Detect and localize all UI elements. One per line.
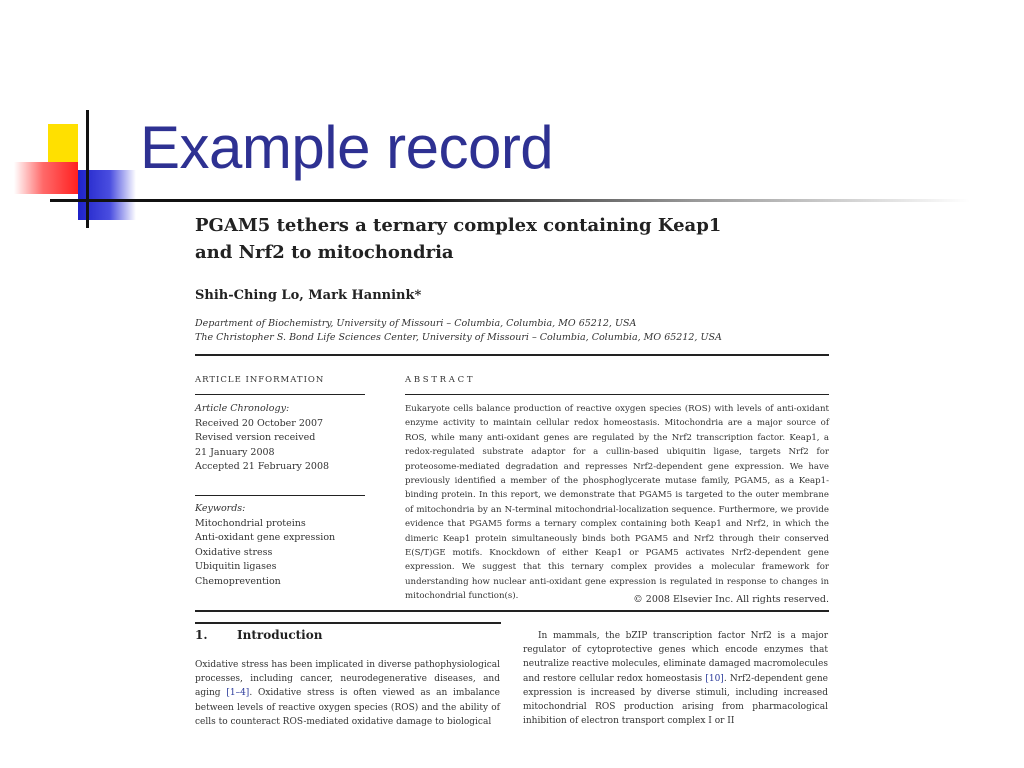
article-info-heading: ARTICLE INFORMATION <box>195 375 325 385</box>
intro-left-text-cont: . Oxidative stress is often viewed as an imbalance between levels of reactive oxygen species (ROS) and the ability of cells to counteract ROS-mediated oxidative damage to biological <box>195 688 500 727</box>
chronology-item: Received 20 October 2007 <box>195 417 324 429</box>
slide-title: Example record <box>140 114 554 181</box>
affiliation-1: Department of Biochemistry, University of Missouri – Columbia, Columbia, MO 65212, USA <box>195 318 637 329</box>
section-rule <box>195 622 501 624</box>
chronology-item: 21 January 2008 <box>195 446 275 458</box>
intro-right-text-cont: . Nrf2-dependent gene expression is increased by diverse stimuli, including increased mitochondrial ROS production arising from pharmacological inhibition of electron transport complex I or II <box>523 673 828 727</box>
affiliation-2: The Christopher S. Bond Life Sciences Center, University of Missouri – Columbia, Columbia, MO 65212, USA <box>195 332 722 343</box>
section-heading <box>195 628 322 642</box>
chronology-heading: Article Chronology: <box>195 403 290 414</box>
abstract-rule <box>405 394 829 395</box>
intro-left-column <box>195 658 500 729</box>
article-info-rule <box>195 394 365 395</box>
keywords-rule <box>195 495 365 496</box>
header-rule <box>195 354 829 356</box>
paper-authors: Shih-Ching Lo, Mark Hannink* <box>195 288 422 303</box>
keyword-item: Ubiquitin ligases <box>195 561 277 572</box>
section-number: 1. <box>195 628 208 642</box>
decor-red-square <box>14 162 78 194</box>
intro-right-column <box>523 629 828 728</box>
decor-vertical-line <box>86 110 89 228</box>
citation-link[interactable]: [1–4] <box>226 688 250 699</box>
chronology-block <box>195 402 329 475</box>
paper-title-line-1: PGAM5 tethers a ternary complex containing Keap1 <box>195 215 722 236</box>
article-excerpt <box>195 210 831 740</box>
keywords-heading: Keywords: <box>195 503 246 514</box>
keyword-item: Oxidative stress <box>195 546 273 558</box>
paper-title-line-2: and Nrf2 to mitochondria <box>195 242 454 263</box>
copyright-notice: © 2008 Elsevier Inc. All rights reserved. <box>633 594 829 605</box>
abstract-bottom-rule <box>195 610 829 612</box>
keywords-block <box>195 502 335 589</box>
abstract-heading: A B S T R A C T <box>405 375 473 385</box>
chronology-item: Accepted 21 February 2008 <box>195 461 330 472</box>
intro-left-text: Oxidative stress has been implicated in diverse pathophysiological processes, including cancer, neurodegenerative diseases, and aging <box>195 660 500 699</box>
keyword-item: Chemoprevention <box>195 575 281 587</box>
keyword-item: Anti-oxidant gene expression <box>195 532 336 543</box>
keyword-item: Mitochondrial proteins <box>195 517 306 529</box>
paper-title <box>195 212 721 266</box>
intro-right-text: In mammals, the bZIP transcription factor Nrf2 is a major regulator of cytoprotective genes which encode enzymes that neutralize reactive molecules, eliminate damaged macromolecules and restore cellular redox homeostasis <box>523 631 828 684</box>
chronology-item: Revised version received <box>195 432 316 443</box>
citation-link[interactable]: [10] <box>705 673 724 684</box>
decor-title-underline <box>50 199 970 202</box>
abstract-text: Eukaryote cells balance production of reactive oxygen species (ROS) with levels of anti-oxidant enzyme activity to maintain cellular redox homeostasis. Mitochondria are a major source of ROS, while many anti-oxidant genes are regulated by the Nrf2 transcription factor. Keap1, a redox-regulated substrate adaptor for a cullin-based ubiquitin ligase, targets Nrf2 for proteosome-mediated degradation and represses Nrf2-dependent gene expression. We have previously identified a member of the phosphoglycerate mutase family, PGAM5, as a Keap1-binding protein. In this report, we demonstrate that PGAM5 is targeted to the outer membrane of mitochondria by an N-terminal mitochondrial-localization sequence. Furthermore, we provide evidence that PGAM5 forms a ternary complex containing both Keap1 and Nrf2, in which the dimeric Keap1 protein simultaneously binds both PGAM5 and Nrf2 through their conserved E(S/T)GE motifs. Knockdown of either Keap1 or PGAM5 activates Nrf2-dependent gene expression. We suggest that this ternary complex provides a molecular framework for understanding how nuclear anti-oxidant gene expression is regulated in response to changes in mitochondrial function(s). <box>405 404 829 602</box>
section-title: Introduction <box>237 628 323 642</box>
